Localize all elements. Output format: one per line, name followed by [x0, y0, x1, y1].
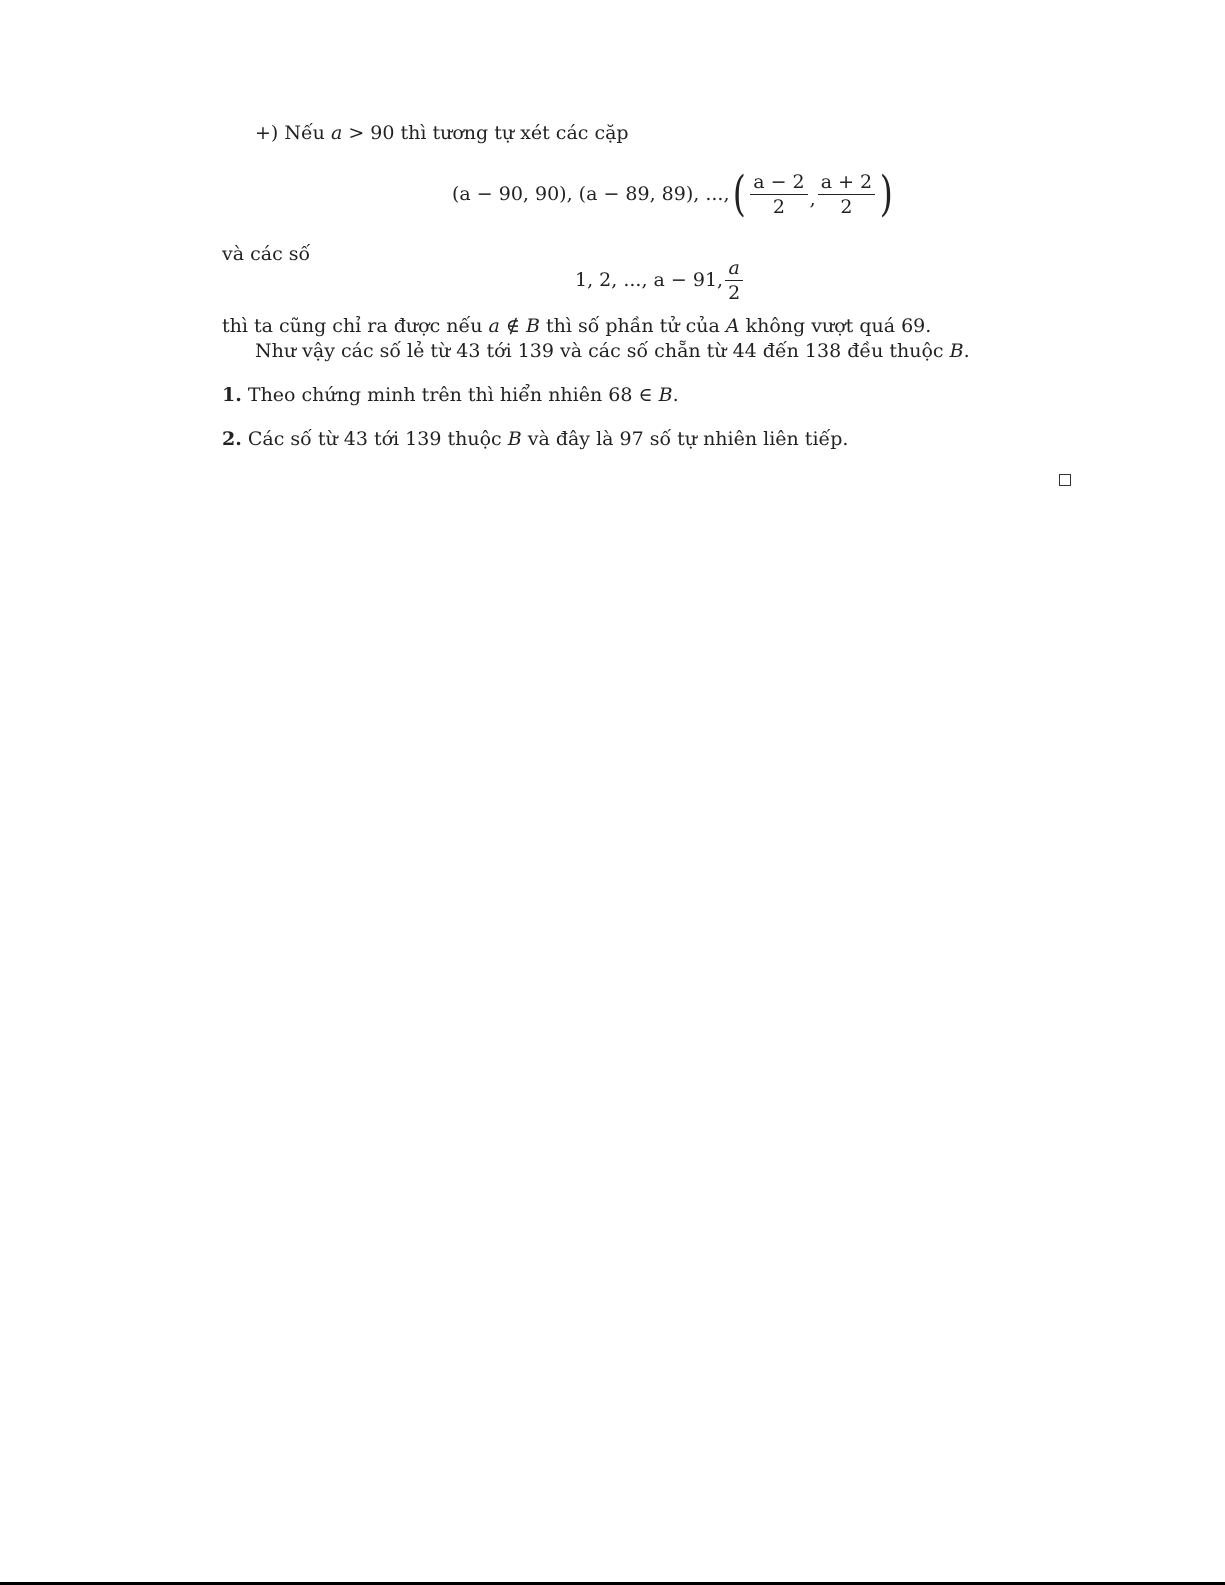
left-paren: (	[732, 166, 746, 222]
conclusion-text-1: thì ta cũng chỉ ra được nếu	[222, 315, 489, 337]
list-item	[222, 382, 679, 408]
fraction-comma: ,	[809, 188, 816, 210]
fraction-a-over-2	[725, 257, 743, 304]
fraction-a-plus-2	[818, 171, 875, 218]
numbers-sequence: 1, 2, ..., a − 91,	[575, 269, 724, 291]
numbers-equation	[575, 256, 745, 304]
case-prefix: +) Nếu	[255, 122, 331, 144]
conclusion-math-1: a ∉ B	[488, 315, 540, 337]
and-numbers-text: và các số	[222, 243, 311, 265]
fraction-denominator: 2	[728, 281, 741, 304]
conclusion-text-2: thì số phần tử của	[539, 315, 726, 337]
list-item-text-2: .	[672, 384, 679, 406]
list-item-number: 2.	[222, 428, 242, 450]
right-paren: )	[879, 166, 894, 222]
list-item-text-1: Các số từ 43 tới 139 thuộc	[247, 428, 508, 450]
fraction-numerator: a − 2	[750, 171, 807, 195]
case-var: a	[330, 122, 343, 144]
summary-line	[255, 338, 970, 364]
fraction-numerator: a	[725, 257, 742, 281]
list-item-text-2: và đây là 97 số tự nhiên liên tiếp.	[521, 428, 849, 450]
summary-text-1: Như vậy các số lẻ từ 43 tới 139 và các số chẵn từ 44 đến 138 đều thuộc	[255, 340, 950, 362]
summary-math: B	[949, 340, 964, 362]
conclusion-line	[222, 313, 931, 339]
list-item	[222, 426, 848, 452]
pairs-sequence: (a − 90, 90), (a − 89, 89), ...,	[452, 183, 730, 205]
fraction-a-minus-2	[750, 171, 807, 218]
case-line	[255, 120, 629, 146]
pairs-equation	[452, 166, 896, 222]
list-item-math: B	[658, 384, 673, 406]
fraction-denominator: 2	[772, 195, 785, 218]
list-item-number: 1.	[222, 384, 242, 406]
fraction-denominator: 2	[840, 195, 853, 218]
conclusion-math-2: A	[725, 315, 740, 337]
list-item-math: B	[507, 428, 522, 450]
qed-square-icon	[1059, 474, 1071, 486]
conclusion-text-3: không vượt quá 69.	[739, 315, 932, 337]
summary-text-2: .	[963, 340, 970, 362]
fraction-numerator: a + 2	[818, 171, 875, 195]
case-rel: > 90 thì tương tự xét các cặp	[342, 122, 629, 144]
list-item-text-1: Theo chứng minh trên thì hiển nhiên 68 ∈	[247, 384, 659, 406]
